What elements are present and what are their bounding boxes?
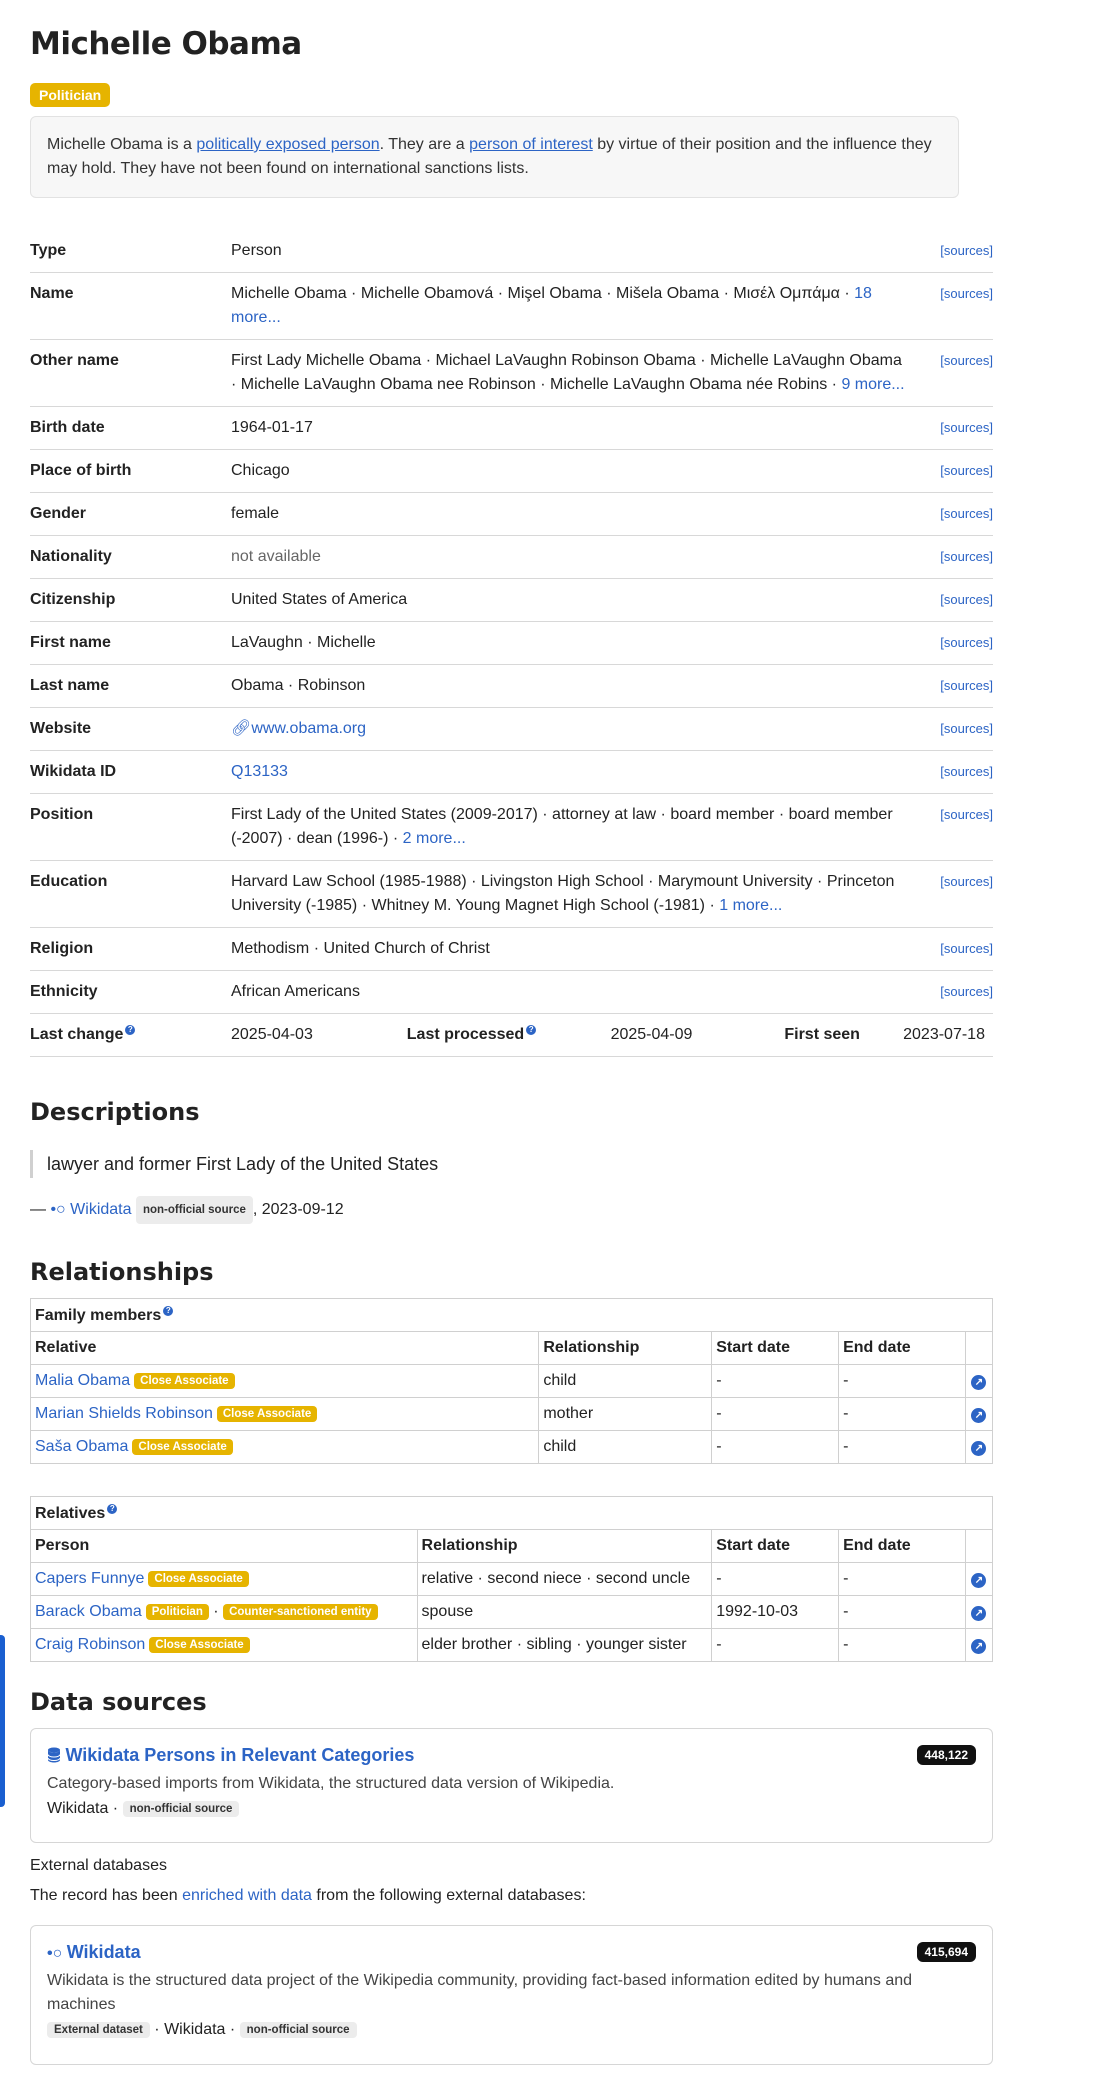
topic-badge: Close Associate — [132, 1439, 232, 1455]
start-cell: - — [712, 1365, 839, 1398]
cite-date: , 2023-09-12 — [252, 1201, 344, 1218]
topic-badge: Close Associate — [217, 1406, 317, 1422]
prop-row-position — [30, 794, 993, 861]
sources-link[interactable]: [sources] — [921, 861, 993, 928]
col-header: Start date — [712, 1530, 839, 1563]
sources-link[interactable]: [sources] — [921, 450, 993, 493]
table-row — [31, 1563, 993, 1596]
sources-link[interactable]: [sources] — [921, 751, 993, 794]
col-header: End date — [839, 1530, 966, 1563]
end-cell: - — [839, 1596, 966, 1629]
prop-value: LaVaughn · Michelle — [231, 622, 921, 665]
prop-row-name — [30, 273, 993, 340]
relatives-caption: Relatives — [35, 1504, 106, 1522]
col-header: Start date — [712, 1332, 839, 1365]
sources-link[interactable]: [sources] — [921, 971, 993, 1014]
prop-key: Last name — [30, 665, 231, 708]
start-cell: - — [712, 1431, 839, 1464]
meta-row — [30, 1014, 993, 1057]
prop-row-nationality — [30, 536, 993, 579]
prop-key: Other name — [30, 340, 231, 407]
topic-badge: Close Associate — [149, 1637, 249, 1653]
prop-row-birth-date — [30, 407, 993, 450]
family-caption: Family members — [35, 1306, 162, 1324]
relative-link[interactable]: Saša Obama — [35, 1438, 129, 1455]
start-cell: - — [712, 1398, 839, 1431]
summary-text: by virtue of their position and the influence they may hold. They have not been found on international sanctions lists. — [47, 136, 932, 177]
prop-key: Citizenship — [30, 579, 231, 622]
prop-key: Education — [30, 861, 231, 928]
help-icon[interactable]: ? — [163, 1306, 173, 1316]
sources-link[interactable]: [sources] — [921, 708, 993, 751]
more-link[interactable]: 9 more... — [841, 376, 905, 393]
source-type-chip: non-official source — [240, 2022, 357, 2038]
relationship-cell: mother — [539, 1398, 712, 1431]
col-header: Relationship — [417, 1530, 712, 1563]
external-db-description: Wikidata is the structured data project of the Wikipedia community, providing fact-based information edited by humans and machines — [47, 1972, 913, 2013]
relationship-cell: elder brother · sibling · younger sister — [417, 1629, 712, 1662]
open-arrow-icon[interactable]: ↗ — [971, 1606, 986, 1621]
sources-link[interactable]: [sources] — [921, 622, 993, 665]
prop-key: Birth date — [30, 407, 231, 450]
help-icon[interactable]: ? — [125, 1025, 135, 1035]
external-db-publisher: · Wikidata · — [149, 2021, 240, 2038]
first-seen-value: 2023-07-18 — [903, 1026, 985, 1043]
sources-link[interactable]: [sources] — [921, 273, 993, 340]
prop-value: Harvard Law School (1985-1988) · Livingston High School · Marymount University · Princeton University (-1985) · Whitney M. Young Magnet High School (-1981) · — [231, 873, 895, 914]
relationship-cell: relative · second niece · second uncle — [417, 1563, 712, 1596]
prop-row-gender — [30, 493, 993, 536]
col-header-empty — [965, 1332, 992, 1365]
sources-link[interactable]: [sources] — [921, 493, 993, 536]
start-cell: - — [712, 1563, 839, 1596]
table-row — [31, 1398, 993, 1431]
relative-link[interactable]: Barack Obama — [35, 1603, 142, 1620]
start-cell: 1992-10-03 — [712, 1596, 839, 1629]
dataset-description: Category-based imports from Wikidata, the structured data version of Wikipedia. — [47, 1775, 615, 1792]
dataset-card[interactable] — [30, 1728, 993, 1843]
dataset-publisher: Wikidata · — [47, 1800, 123, 1817]
sources-link[interactable]: [sources] — [921, 794, 993, 861]
relatives-table — [30, 1496, 993, 1662]
wikidata-link[interactable]: Q13133 — [231, 751, 921, 794]
prop-key: Religion — [30, 928, 231, 971]
more-link[interactable]: 2 more... — [402, 830, 466, 847]
prop-key: Nationality — [30, 536, 231, 579]
start-cell: - — [712, 1629, 839, 1662]
sources-link[interactable]: [sources] — [921, 536, 993, 579]
topic-badge: Politician — [146, 1604, 209, 1620]
table-row: Barack Obama Politician · Counter-sanctioned entity spouse 1992-10-03 - ↗ — [31, 1596, 993, 1629]
open-arrow-icon[interactable]: ↗ — [971, 1375, 986, 1390]
col-header-empty — [965, 1530, 992, 1563]
page-title: Michelle Obama — [30, 26, 302, 62]
external-db-heading: External databases — [30, 1857, 167, 1874]
help-icon[interactable]: ? — [526, 1025, 536, 1035]
entity-count-badge: 448,122 — [917, 1745, 976, 1765]
relationships-heading: Relationships — [30, 1258, 214, 1286]
last-change-label: Last change — [30, 1026, 124, 1043]
poi-link[interactable]: person of interest — [469, 136, 593, 153]
prop-key: Place of birth — [30, 450, 231, 493]
prop-row-other-name — [30, 340, 993, 407]
prop-value: 1964-01-17 — [231, 407, 921, 450]
external-db-intro — [30, 1887, 586, 1905]
prop-row-education — [30, 861, 993, 928]
prop-value: female — [231, 493, 921, 536]
summary-text: . They are a — [379, 136, 470, 153]
summary-text: Michelle Obama is a — [47, 136, 197, 153]
col-header: Relationship — [539, 1332, 712, 1365]
sources-link[interactable]: [sources] — [921, 928, 993, 971]
cite-dash: — — [30, 1201, 51, 1218]
prop-row-wikidata — [30, 751, 993, 794]
enriched-link[interactable]: enriched with data — [182, 1887, 312, 1904]
col-header: Relative — [31, 1332, 539, 1365]
side-tab[interactable] — [0, 1635, 5, 1807]
description-citation — [30, 1196, 344, 1224]
prop-row-website — [30, 708, 993, 751]
website-link[interactable]: www.obama.org — [251, 720, 367, 737]
prop-value: First Lady Michelle Obama · Michael LaVaughn Robinson Obama · Michelle LaVaughn Obama · Michelle LaVaughn Obama nee Robinson · Michelle LaVaughn Obama née Robins · — [231, 352, 902, 393]
prop-row-type — [30, 230, 993, 273]
source-type-chip: non-official source — [136, 1196, 253, 1224]
sources-link[interactable]: [sources] — [921, 230, 993, 273]
prop-row-birth-place — [30, 450, 993, 493]
more-link[interactable]: 18 more... — [231, 285, 872, 326]
relative-link[interactable]: Malia Obama — [35, 1372, 131, 1389]
end-cell: - — [839, 1398, 966, 1431]
open-arrow-icon[interactable]: ↗ — [971, 1639, 986, 1654]
prop-key: Name — [30, 273, 231, 340]
entity-count-badge: 415,694 — [917, 1942, 976, 1962]
end-cell: - — [839, 1365, 966, 1398]
prop-value: Person — [231, 230, 921, 273]
prop-value: Obama · Robinson — [231, 665, 921, 708]
relationship-cell: child — [539, 1365, 712, 1398]
database-icon — [47, 1748, 65, 1765]
prop-key: Type — [30, 230, 231, 273]
external-db-title[interactable]: Wikidata — [66, 1942, 141, 1962]
descriptions-heading: Descriptions — [30, 1098, 200, 1126]
last-processed-label: Last processed — [406, 1026, 525, 1043]
prop-key: Gender — [30, 493, 231, 536]
relative-link[interactable]: Capers Funnye — [35, 1570, 145, 1587]
family-table — [30, 1298, 993, 1464]
dataset-title[interactable]: Wikidata Persons in Relevant Categories — [65, 1745, 415, 1765]
wikidata-icon: •○ — [50, 1201, 66, 1218]
wikidata-icon: •○ — [47, 1945, 63, 1962]
entity-summary — [30, 116, 959, 198]
end-cell: - — [839, 1563, 966, 1596]
help-icon[interactable]: ? — [107, 1504, 117, 1514]
end-cell: - — [839, 1629, 966, 1662]
prop-value: Methodism · United Church of Christ — [231, 928, 921, 971]
prop-value: Chicago — [231, 450, 921, 493]
sources-link[interactable]: [sources] — [921, 665, 993, 708]
prop-row-last-name — [30, 665, 993, 708]
external-db-card[interactable] — [30, 1925, 993, 2065]
open-arrow-icon[interactable]: ↗ — [971, 1573, 986, 1588]
sources-link[interactable]: [sources] — [921, 340, 993, 407]
link-icon: 🔗︎ — [231, 720, 252, 737]
table-row — [31, 1629, 993, 1662]
source-type-chip: non-official source — [123, 1801, 240, 1817]
relationship-cell: spouse — [417, 1596, 712, 1629]
relationship-cell: child — [539, 1431, 712, 1464]
last-change-value: 2025-04-03 — [231, 1026, 313, 1043]
open-arrow-icon[interactable]: ↗ — [971, 1441, 986, 1456]
topic-badge: Close Associate — [134, 1373, 234, 1389]
prop-key: Wikidata ID — [30, 751, 231, 794]
pep-link[interactable]: politically exposed person — [196, 136, 380, 153]
col-header: Person — [31, 1530, 418, 1563]
prop-value: African Americans — [231, 971, 921, 1014]
prop-key: Ethnicity — [30, 971, 231, 1014]
prop-value: First Lady of the United States (2009-2017) · attorney at law · board member · board member (-2007) · dean (1996-) · — [231, 806, 893, 847]
data-sources-heading: Data sources — [30, 1688, 207, 1716]
more-link[interactable]: 1 more... — [719, 897, 783, 914]
prop-key: Website — [30, 708, 231, 751]
sources-link[interactable]: [sources] — [921, 407, 993, 450]
sources-link[interactable]: [sources] — [921, 579, 993, 622]
prop-row-citizenship — [30, 579, 993, 622]
properties-table — [30, 230, 993, 1057]
col-header: End date — [839, 1332, 966, 1365]
prop-row-ethnicity — [30, 971, 993, 1014]
topic-badge: Close Associate — [148, 1571, 248, 1587]
end-cell: - — [839, 1431, 966, 1464]
prop-row-first-name — [30, 622, 993, 665]
intro-text: The record has been — [30, 1887, 183, 1904]
relative-link[interactable]: Marian Shields Robinson — [35, 1405, 213, 1422]
dataset-type-chip: External dataset — [47, 2022, 150, 2038]
prop-row-religion — [30, 928, 993, 971]
description-quote: lawyer and former First Lady of the United States — [30, 1150, 438, 1178]
cite-source-link[interactable]: Wikidata — [70, 1201, 132, 1218]
prop-value: Michelle Obama · Michelle Obamová · Mişel Obama · Mišela Obama · Μισέλ Ομπάμα · — [231, 285, 855, 302]
prop-value: not available — [231, 536, 921, 579]
intro-text: from the following external databases: — [311, 1887, 586, 1904]
relative-link[interactable]: Craig Robinson — [35, 1636, 146, 1653]
prop-key: First name — [30, 622, 231, 665]
first-seen-label: First seen — [784, 1026, 860, 1043]
prop-value: United States of America — [231, 579, 921, 622]
table-row — [31, 1365, 993, 1398]
open-arrow-icon[interactable]: ↗ — [971, 1408, 986, 1423]
last-processed-value: 2025-04-09 — [610, 1026, 693, 1043]
topic-badge: Counter-sanctioned entity — [223, 1604, 377, 1620]
topic-badge: Politician — [30, 83, 110, 107]
prop-key: Position — [30, 794, 231, 861]
table-row — [31, 1431, 993, 1464]
